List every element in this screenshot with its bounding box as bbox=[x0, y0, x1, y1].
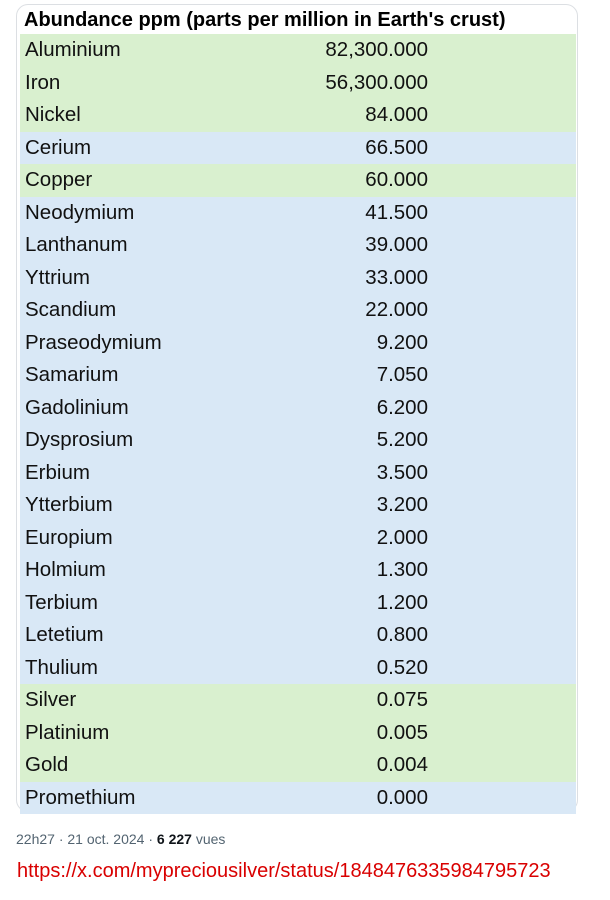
abundance-value: 0.004 bbox=[376, 753, 428, 776]
element-name: Holmium bbox=[25, 558, 106, 581]
table-row bbox=[20, 197, 576, 230]
abundance-value: 33.000 bbox=[365, 265, 428, 289]
table-row bbox=[20, 489, 576, 522]
abundance-table bbox=[20, 6, 576, 814]
element-name: Terbium bbox=[25, 590, 98, 614]
element-name: Cerium bbox=[25, 135, 92, 159]
abundance-value: 6.200 bbox=[376, 395, 428, 419]
abundance-value: 9.200 bbox=[376, 330, 428, 354]
table-row bbox=[20, 587, 576, 620]
table-title: Abundance ppm (parts per million in Earth's crust) bbox=[24, 9, 506, 31]
abundance-value: 2.000 bbox=[376, 525, 428, 549]
element-name: Platinium bbox=[25, 720, 110, 744]
abundance-value: 39.000 bbox=[365, 233, 428, 256]
abundance-value: 66.500 bbox=[365, 135, 428, 159]
element-name: Copper bbox=[25, 168, 93, 191]
meta-separator: · bbox=[58, 831, 64, 847]
table-row bbox=[20, 164, 576, 197]
post-time[interactable]: 22h27 bbox=[16, 831, 55, 847]
table-row bbox=[20, 749, 576, 782]
table-row bbox=[20, 782, 576, 815]
abundance-value: 0.520 bbox=[376, 655, 428, 679]
element-name: Nickel bbox=[25, 103, 81, 126]
meta-separator: · bbox=[148, 831, 154, 847]
element-name: Samarium bbox=[25, 363, 119, 386]
element-name: Gadolinium bbox=[25, 395, 129, 419]
table-row bbox=[20, 522, 576, 555]
abundance-value: 1.300 bbox=[376, 558, 428, 581]
element-name: Aluminium bbox=[25, 38, 121, 61]
element-name: Thulium bbox=[25, 655, 98, 679]
abundance-value: 0.000 bbox=[376, 785, 428, 809]
source-url-link[interactable]: https://x.com/mypreciousilver/status/1848476335984795723 bbox=[17, 860, 551, 882]
abundance-value: 41.500 bbox=[365, 200, 428, 224]
abundance-value: 0.075 bbox=[376, 688, 428, 711]
element-name: Dysprosium bbox=[25, 428, 134, 451]
abundance-value: 7.050 bbox=[376, 363, 428, 386]
table-row bbox=[20, 99, 576, 132]
post-meta bbox=[16, 831, 225, 847]
table-row bbox=[20, 132, 576, 165]
table-row bbox=[20, 294, 576, 327]
table-row bbox=[20, 717, 576, 750]
table-row bbox=[20, 652, 576, 685]
table-row bbox=[20, 684, 576, 717]
element-name: Neodymium bbox=[25, 200, 135, 224]
element-name: Praseodymium bbox=[25, 330, 162, 354]
table-row bbox=[20, 34, 576, 67]
abundance-value: 3.500 bbox=[376, 460, 428, 484]
element-name: Ytterbium bbox=[25, 493, 113, 516]
element-name: Erbium bbox=[25, 460, 90, 484]
views-label: vues bbox=[195, 831, 226, 847]
table-row bbox=[20, 359, 576, 392]
views-count: 6 227 bbox=[156, 831, 192, 847]
table-row bbox=[20, 424, 576, 457]
element-name: Letetium bbox=[25, 623, 104, 646]
abundance-value: 0.800 bbox=[376, 623, 428, 646]
post-date[interactable]: 21 oct. 2024 bbox=[67, 831, 145, 847]
table-row bbox=[20, 457, 576, 490]
abundance-value: 3.200 bbox=[376, 493, 428, 516]
element-name: Yttrium bbox=[25, 265, 90, 289]
element-name: Iron bbox=[25, 70, 61, 94]
table-row bbox=[20, 262, 576, 295]
table-row bbox=[20, 619, 576, 652]
element-name: Silver bbox=[25, 688, 77, 711]
abundance-value: 5.200 bbox=[376, 428, 428, 451]
element-name: Gold bbox=[25, 753, 69, 776]
table-row bbox=[20, 67, 576, 100]
table-row bbox=[20, 229, 576, 262]
abundance-value: 0.005 bbox=[376, 720, 428, 744]
abundance-value: 84.000 bbox=[365, 103, 428, 126]
table-row bbox=[20, 327, 576, 360]
element-name: Lanthanum bbox=[25, 233, 128, 256]
element-name: Scandium bbox=[25, 298, 117, 321]
table-row bbox=[20, 554, 576, 587]
abundance-value: 22.000 bbox=[365, 298, 428, 321]
element-name: Europium bbox=[25, 525, 113, 549]
element-name: Promethium bbox=[25, 785, 136, 809]
abundance-value: 1.200 bbox=[376, 590, 428, 614]
abundance-value: 60.000 bbox=[365, 168, 428, 191]
abundance-value: 82,300.000 bbox=[325, 38, 428, 61]
table-row bbox=[20, 392, 576, 425]
abundance-value: 56,300.000 bbox=[325, 70, 428, 94]
table-rows bbox=[20, 34, 576, 814]
